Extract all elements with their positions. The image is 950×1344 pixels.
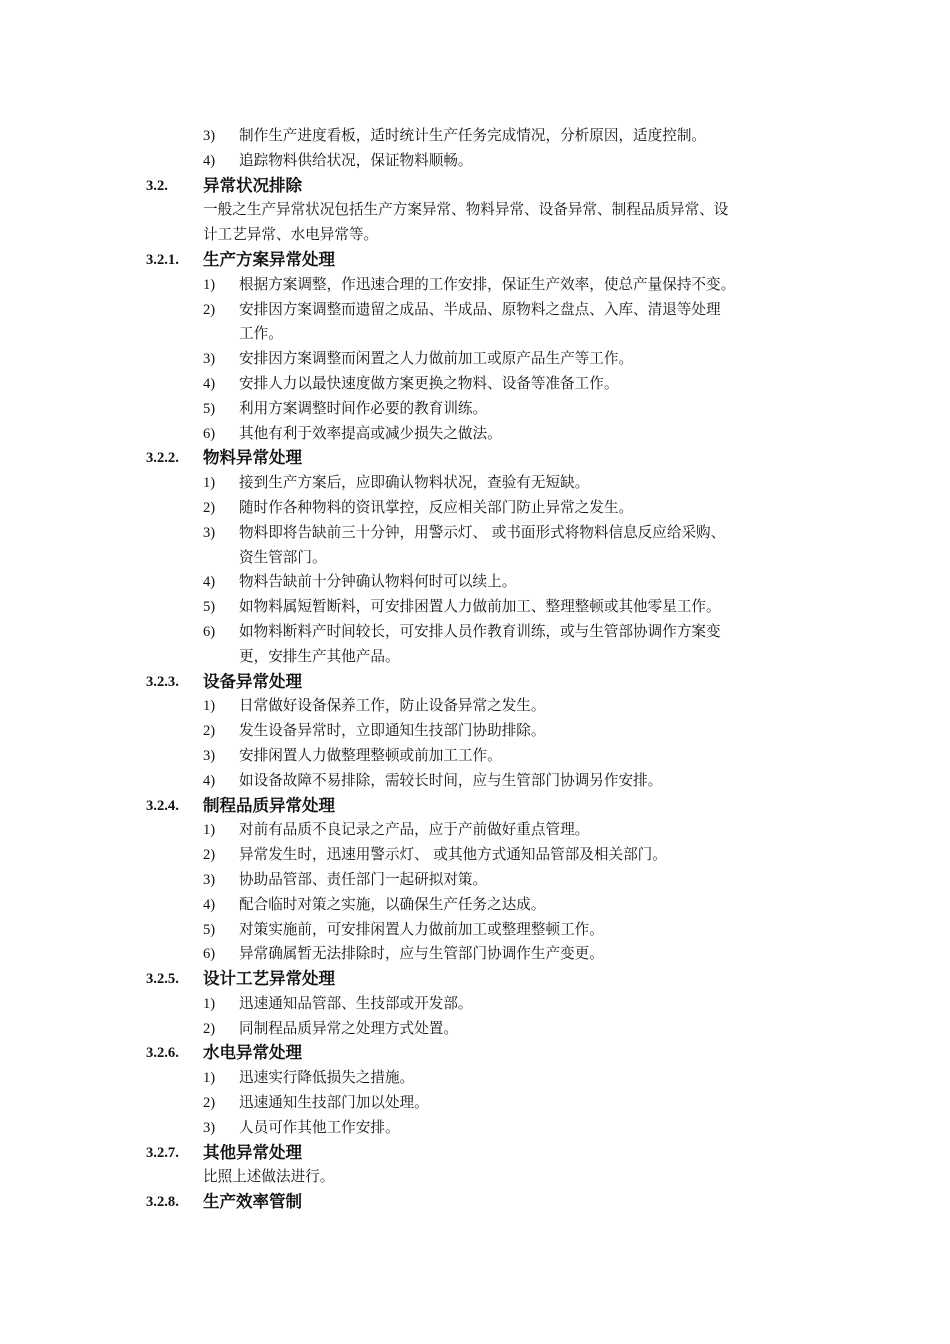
list-item-continuation <box>0 546 950 571</box>
section-number: 3.2.7. <box>146 1144 179 1161</box>
list-item-text: 如设备故障不易排除，需较长时间，应与生管部门协调另作安排。 <box>239 771 663 789</box>
list-item-text: 对前有品质不良记录之产品，应于产前做好重点管理。 <box>239 821 590 839</box>
list-item <box>0 124 950 149</box>
list-item <box>0 1116 950 1141</box>
list-item-text: 人员可作其他工作安排。 <box>239 1118 400 1136</box>
paragraph-text: 计工艺异常、水电异常等。 <box>203 226 379 244</box>
list-item <box>0 521 950 546</box>
section-number: 3.2.3. <box>146 673 179 690</box>
section-number: 3.2.8. <box>146 1194 179 1211</box>
list-item-number: 4) <box>203 574 216 591</box>
list-item-number: 2) <box>203 847 216 864</box>
list-item-text: 随时作各种物料的资讯掌控，反应相关部门防止异常之发生。 <box>239 498 634 516</box>
section-title: 生产效率管制 <box>203 1192 302 1212</box>
list-item <box>0 595 950 620</box>
list-item-number: 3) <box>203 747 216 764</box>
list-item <box>0 471 950 496</box>
list-item-text: 配合临时对策之实施，以确保生产任务之达成。 <box>239 895 546 913</box>
section-heading <box>0 967 950 992</box>
section-title: 生产方案异常处理 <box>203 249 335 269</box>
list-item-number: 2) <box>203 301 216 318</box>
list-item <box>0 372 950 397</box>
list-item <box>0 992 950 1017</box>
list-item <box>0 918 950 943</box>
list-item <box>0 1091 950 1116</box>
paragraph-text: 比照上述做法进行。 <box>203 1168 335 1186</box>
list-item <box>0 273 950 298</box>
list-item <box>0 298 950 323</box>
section-heading <box>0 1141 950 1166</box>
list-item-number: 5) <box>203 599 216 616</box>
list-item-text: 其他有利于效率提高或减少损失之做法。 <box>239 424 502 442</box>
list-item <box>0 496 950 521</box>
section-heading <box>0 446 950 471</box>
list-item-text: 同制程品质异常之处理方式处置。 <box>239 1019 458 1037</box>
list-item-number: 3) <box>203 128 216 144</box>
list-item-number: 1) <box>203 1070 216 1087</box>
list-item-text: 异常确属暂无法排除时，应与生管部门协调作生产变更。 <box>239 945 604 963</box>
list-item-text: 制作生产进度看板，适时统计生产任务完成情况，分析原因，适度控制。 <box>239 127 707 144</box>
list-item-text: 日常做好设备保养工作，防止设备异常之发生。 <box>239 697 546 715</box>
list-item-text: 迅速通知品管部、生技部或开发部。 <box>239 994 473 1012</box>
section-heading <box>0 794 950 819</box>
list-item-text: 协助品管部、责任部门一起研拟对策。 <box>239 870 488 888</box>
list-item <box>0 769 950 794</box>
list-item-number: 3) <box>203 871 216 888</box>
list-item-number: 1) <box>203 822 216 839</box>
paragraph-line <box>0 198 950 223</box>
list-item <box>0 744 950 769</box>
list-item-text: 根据方案调整，作迅速合理的工作安排，保证生产效率，使总产量保持不变。 <box>239 275 736 293</box>
list-item <box>0 570 950 595</box>
section-title: 制程品质异常处理 <box>203 795 335 815</box>
list-item-text: 如物料断料产时间较长，可安排人员作教育训练，或与生管部协调作方案变 <box>239 622 721 640</box>
list-item-number: 5) <box>203 400 216 417</box>
list-item-text: 安排人力以最快速度做方案更换之物料、设备等准备工作。 <box>239 374 619 392</box>
paragraph-line <box>0 1165 950 1190</box>
list-item-number: 4) <box>203 896 216 913</box>
section-number: 3.2. <box>146 177 168 194</box>
list-item-text: 更，安排生产其他产品。 <box>239 647 400 665</box>
paragraph-line <box>0 223 950 248</box>
list-item <box>0 893 950 918</box>
list-item-number: 5) <box>203 921 216 938</box>
section-title: 设备异常处理 <box>203 671 302 691</box>
list-item-number: 2) <box>203 723 216 740</box>
list-item-text: 对策实施前，可安排闲置人力做前加工或整理整顿工作。 <box>239 920 604 938</box>
list-item <box>0 620 950 645</box>
section-number: 3.2.5. <box>146 971 179 988</box>
list-item-number: 6) <box>203 425 216 442</box>
list-item <box>0 397 950 422</box>
list-item-continuation <box>0 645 950 670</box>
list-item-text: 安排因方案调整而闲置之人力做前加工或原产品生产等工作。 <box>239 350 634 368</box>
list-item-number: 3) <box>203 524 216 541</box>
section-number: 3.2.2. <box>146 450 179 467</box>
section-title: 物料异常处理 <box>203 448 302 468</box>
list-item <box>0 694 950 719</box>
list-item <box>0 347 950 372</box>
list-item-text: 安排因方案调整而遗留之成品、半成品、原物料之盘点、入库、清退等处理 <box>239 300 721 318</box>
section-heading <box>0 670 950 695</box>
section-number: 3.2.4. <box>146 797 179 814</box>
list-item-number: 6) <box>203 623 216 640</box>
list-item-text: 迅速实行降低损失之措施。 <box>239 1069 415 1087</box>
section-heading <box>0 1041 950 1066</box>
list-item-number: 2) <box>203 1020 216 1037</box>
paragraph-text: 一般之生产异常状况包括生产方案异常、物料异常、设备异常、制程品质异常、设 <box>203 201 729 219</box>
list-item <box>0 818 950 843</box>
list-item-text: 物料告缺前十分钟确认物料何时可以续上。 <box>239 573 517 591</box>
list-item-text: 工作。 <box>239 325 283 343</box>
document-page <box>0 124 950 1215</box>
list-item-text: 发生设备异常时，立即通知生技部门协助排除。 <box>239 722 546 740</box>
list-item <box>0 422 950 447</box>
section-title: 异常状况排除 <box>203 175 302 195</box>
list-item <box>0 1017 950 1042</box>
list-item-number: 2) <box>203 499 216 516</box>
list-item-number: 3) <box>203 351 216 368</box>
list-item-continuation <box>0 322 950 347</box>
section-number: 3.2.6. <box>146 1045 179 1062</box>
list-item <box>0 719 950 744</box>
list-item <box>0 1066 950 1091</box>
section-heading <box>0 1190 950 1215</box>
section-heading <box>0 248 950 273</box>
list-item-text: 如物料属短暂断料，可安排困置人力做前加工、整理整顿或其他零星工作。 <box>239 598 721 616</box>
list-item-number: 1) <box>203 995 216 1012</box>
list-item-number: 6) <box>203 946 216 963</box>
list-item-text: 资生管部门。 <box>239 548 327 566</box>
section-title: 水电异常处理 <box>203 1043 302 1063</box>
list-item-number: 4) <box>203 152 216 169</box>
list-item-number: 1) <box>203 276 216 293</box>
list-item-text: 安排闲置人力做整理整顿或前加工工作。 <box>239 746 502 764</box>
list-item-number: 4) <box>203 772 216 789</box>
list-item-number: 2) <box>203 1095 216 1112</box>
list-item-text: 追踪物料供给状况，保证物料顺畅。 <box>239 151 473 169</box>
list-item <box>0 868 950 893</box>
list-item <box>0 843 950 868</box>
list-item-number: 1) <box>203 698 216 715</box>
section-title: 其他异常处理 <box>203 1142 302 1162</box>
list-item <box>0 942 950 967</box>
list-item-text: 迅速通知生技部门加以处理。 <box>239 1094 429 1112</box>
list-item-text: 异常发生时，迅速用警示灯、 或其他方式通知品管部及相关部门。 <box>239 846 667 864</box>
list-item-number: 3) <box>203 1119 216 1136</box>
section-title: 设计工艺异常处理 <box>203 969 335 989</box>
list-item-number: 1) <box>203 475 216 492</box>
list-item-number: 4) <box>203 375 216 392</box>
section-number: 3.2.1. <box>146 251 179 268</box>
list-item-text: 利用方案调整时间作必要的教育训练。 <box>239 399 488 417</box>
list-item-text: 接到生产方案后，应即确认物料状况，查验有无短缺。 <box>239 474 590 492</box>
section-heading <box>0 174 950 199</box>
list-item-text: 物料即将告缺前三十分钟，用警示灯、 或书面形式将物料信息反应给采购、 <box>239 523 726 541</box>
list-item <box>0 149 950 174</box>
